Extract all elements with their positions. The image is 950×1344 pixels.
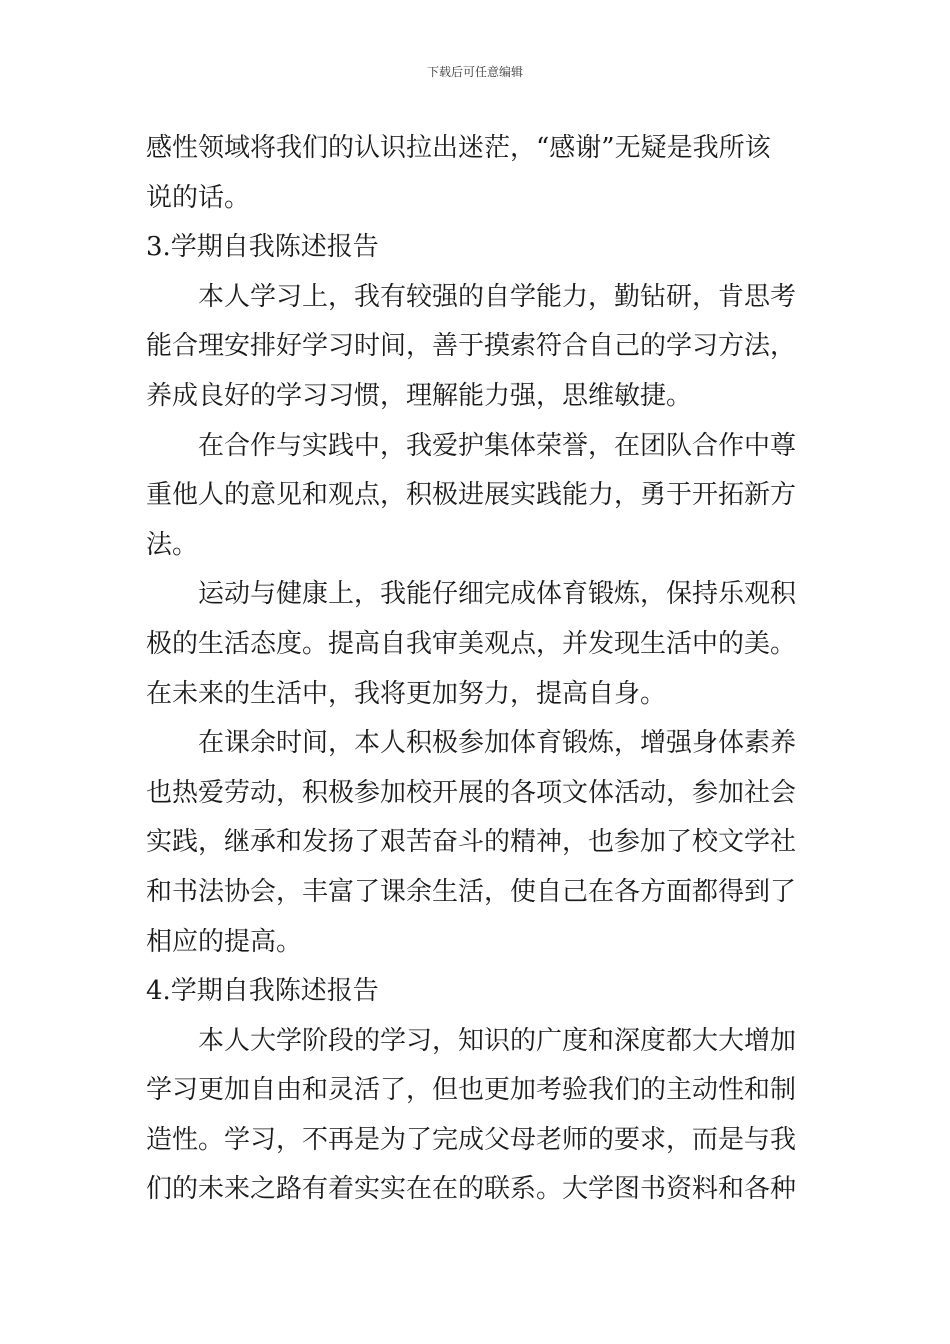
text-line: 说的话。 — [146, 182, 251, 213]
text-line: 学习更加自由和灵活了，但也更加考验我们的主动性和制 — [146, 1075, 797, 1106]
text-line: 实践，继承和发扬了艰苦奋斗的精神，也参加了校文学社 — [146, 827, 797, 858]
text-line: 极的生活态度。提高自我审美观点，并发现生活中的美。 — [146, 628, 797, 659]
text-line: 重他人的意见和观点，积极进展实践能力，勇于开拓新方 — [146, 480, 797, 511]
text-line: 在课余时间，本人积极参加体育锻炼，增强身体素养 — [198, 728, 797, 759]
text-line: 养成良好的学习习惯，理解能力强，思维敏捷。 — [146, 380, 693, 411]
text-line: 和书法协会，丰富了课余生活，使自己在各方面都得到了 — [146, 876, 797, 907]
text-line: 4.学期自我陈述报告 — [146, 976, 379, 1007]
text-line: 造性。学习，不再是为了完成父母老师的要求，而是与我 — [146, 1124, 797, 1155]
text-line: 本人学习上，我有较强的自学能力，勤钻研，肯思考 — [198, 281, 797, 312]
text-line: 也热爱劳动，积极参加校开展的各项文体活动，参加社会 — [146, 777, 797, 808]
text-line: 在合作与实践中，我爱护集体荣誉，在团队合作中尊 — [198, 430, 797, 461]
text-line: 本人大学阶段的学习，知识的广度和深度都大大增加 — [198, 1025, 797, 1056]
page-header-note: 下载后可任意编辑 — [426, 65, 523, 79]
text-line: 法。 — [146, 529, 199, 560]
text-line: 3.学期自我陈述报告 — [146, 232, 379, 263]
text-line: 相应的提高。 — [146, 926, 303, 957]
text-line: 感性领域将我们的认识拉出迷茫，“感谢”无疑是我所该 — [146, 133, 771, 163]
text-line: 在未来的生活中，我将更加努力，提高自身。 — [146, 678, 667, 709]
document-body — [146, 124, 814, 1215]
text-line: 能合理安排好学习时间，善于摸索符合自己的学习方法， — [146, 331, 797, 362]
text-line: 运动与健康上，我能仔细完成体育锻炼，保持乐观积 — [198, 579, 797, 610]
text-line: 们的未来之路有着实实在在的联系。大学图书资料和各种 — [146, 1174, 797, 1205]
